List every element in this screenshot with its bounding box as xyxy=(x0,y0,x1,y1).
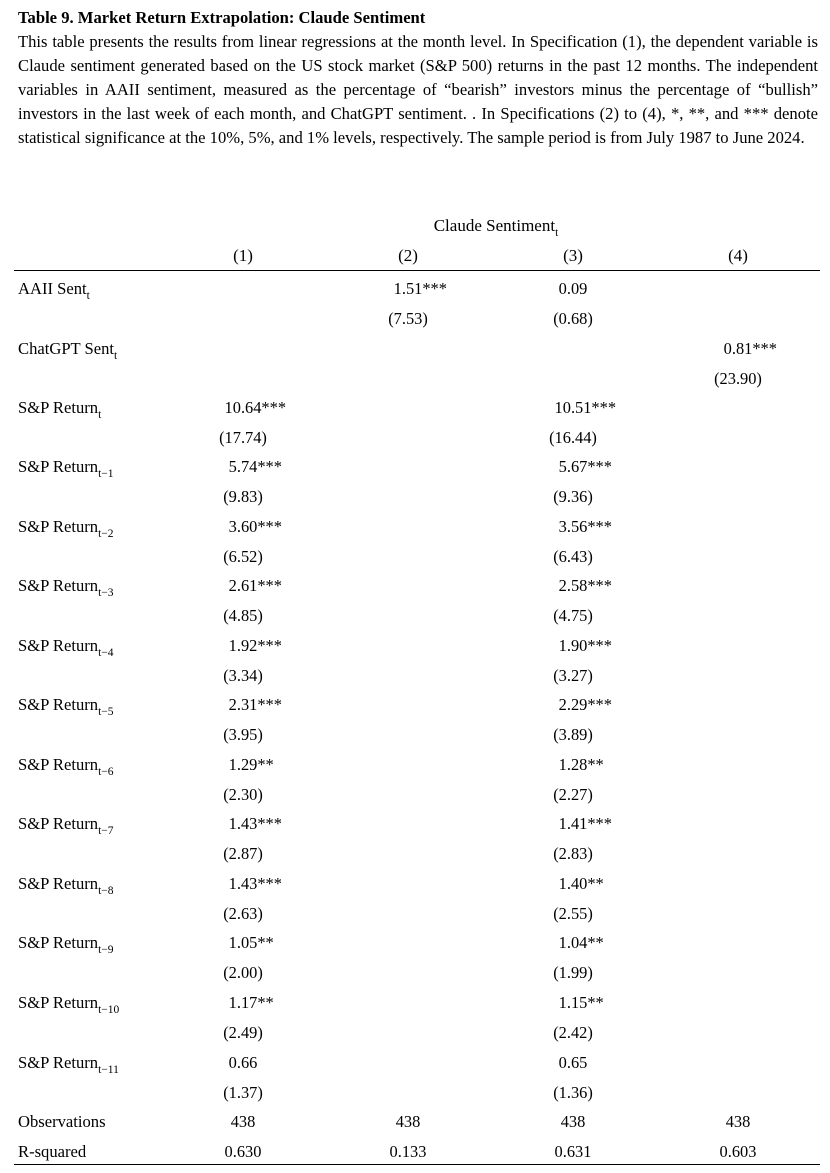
variable-label xyxy=(18,636,114,658)
variable-name: S&P Return xyxy=(18,874,99,893)
column-header: (1) xyxy=(233,246,253,265)
variable-subscript: t−10 xyxy=(98,1004,120,1016)
footer-value: 0.133 xyxy=(389,1142,427,1161)
dependent-variable-header xyxy=(433,216,559,239)
dependent-variable-subscript: t xyxy=(555,227,559,239)
variable-name: S&P Return xyxy=(18,457,99,476)
variable-label xyxy=(18,576,114,598)
variable-name: S&P Return xyxy=(18,755,99,774)
variable-subscript: t−11 xyxy=(98,1064,119,1076)
variable-subscript: t−4 xyxy=(98,647,114,659)
tstat-cell: (2.55) xyxy=(553,904,593,923)
tstat-cell: (0.68) xyxy=(553,309,593,328)
header-rule xyxy=(14,270,820,271)
tstat-cell: (7.53) xyxy=(388,309,428,328)
footer-value: 438 xyxy=(560,1112,586,1131)
coefficient-cell: 1.17** xyxy=(228,993,274,1012)
tstat-cell: (1.99) xyxy=(553,963,593,982)
coefficient-cell: 1.05** xyxy=(228,933,274,952)
coefficient-cell: 2.29*** xyxy=(558,695,612,714)
footer-value: 0.630 xyxy=(224,1142,262,1161)
variable-name: S&P Return xyxy=(18,398,99,417)
variable-name: S&P Return xyxy=(18,517,99,536)
variable-label xyxy=(18,755,114,777)
footer-value: 0.631 xyxy=(554,1142,592,1161)
variable-subscript: t xyxy=(114,350,118,362)
footer-label: Observations xyxy=(18,1112,106,1131)
variable-subscript: t−9 xyxy=(98,944,114,956)
tstat-cell: (23.90) xyxy=(714,369,762,388)
coefficient-cell: 1.51*** xyxy=(393,279,447,298)
variable-name: S&P Return xyxy=(18,814,99,833)
variable-label xyxy=(18,457,114,479)
coefficient-cell: 0.65 xyxy=(558,1053,588,1072)
tstat-cell: (3.95) xyxy=(223,725,263,744)
column-header: (2) xyxy=(398,246,418,265)
table-description: This table presents the results from linear regressions at the month level. In Specification (1), the dependent variable is Claude sentiment generated based on the US stock market (S&P 500) returns in the past 12 months. The independent variables in AAII sentiment, measured as the percentage of “bearish” investors minus the percentage of “bullish” investors in the last week of each month, and ChatGPT sentiment. . In Specifications (2) to (4), *, **, and *** denote statistical significance at the 10%, 5%, and 1% levels, respectively. The sample period is from July 1987 to June 2024. xyxy=(18,32,818,147)
variable-subscript: t−6 xyxy=(98,766,114,778)
coefficient-cell: 0.81*** xyxy=(723,339,777,358)
variable-label xyxy=(18,517,114,539)
variable-subscript: t−2 xyxy=(98,528,114,540)
variable-name: S&P Return xyxy=(18,1053,99,1072)
footer-value: 438 xyxy=(230,1112,256,1131)
coefficient-cell: 1.40** xyxy=(558,874,604,893)
tstat-cell: (2.27) xyxy=(553,785,593,804)
variable-subscript: t xyxy=(86,290,90,302)
tstat-cell: (2.63) xyxy=(223,904,263,923)
footer-value: 438 xyxy=(395,1112,421,1131)
bottom-rule xyxy=(14,1164,820,1165)
coefficient-cell: 5.67*** xyxy=(558,457,612,476)
tstat-cell: (2.00) xyxy=(223,963,263,982)
footer-label: R-squared xyxy=(18,1142,87,1161)
tstat-cell: (2.49) xyxy=(223,1023,263,1042)
variable-subscript: t xyxy=(98,409,102,421)
variable-name: S&P Return xyxy=(18,993,99,1012)
variable-label xyxy=(18,279,90,301)
tstat-cell: (3.27) xyxy=(553,666,593,685)
coefficient-cell: 3.56*** xyxy=(558,517,612,536)
coefficient-cell: 1.29** xyxy=(228,755,274,774)
tstat-cell: (1.36) xyxy=(553,1083,593,1102)
variable-subscript: t−7 xyxy=(98,825,114,837)
tstat-cell: (2.87) xyxy=(223,844,263,863)
dependent-variable-name: Claude Sentiment xyxy=(433,216,556,235)
tstat-cell: (2.42) xyxy=(553,1023,593,1042)
tstat-cell: (1.37) xyxy=(223,1083,263,1102)
table-title: Table 9. Market Return Extrapolation: Claude Sentiment xyxy=(18,8,426,27)
tstat-cell: (9.83) xyxy=(223,487,263,506)
coefficient-cell: 1.04** xyxy=(558,933,604,952)
variable-label xyxy=(18,1053,119,1075)
variable-subscript: t−5 xyxy=(98,706,114,718)
coefficient-cell: 2.31*** xyxy=(228,695,282,714)
table-caption xyxy=(18,6,818,150)
variable-label xyxy=(18,993,119,1015)
variable-label xyxy=(18,398,101,420)
coefficient-cell: 1.15** xyxy=(558,993,604,1012)
coefficient-cell: 1.92*** xyxy=(228,636,282,655)
variable-label xyxy=(18,933,114,955)
variable-label xyxy=(18,695,114,717)
variable-subscript: t−8 xyxy=(98,885,114,897)
tstat-cell: (2.83) xyxy=(553,844,593,863)
variable-name: S&P Return xyxy=(18,576,99,595)
coefficient-cell: 1.28** xyxy=(558,755,604,774)
variable-name: AAII Sent xyxy=(18,279,87,298)
variable-subscript: t−1 xyxy=(98,468,114,480)
variable-subscript: t−3 xyxy=(98,587,114,599)
coefficient-cell: 2.61*** xyxy=(228,576,282,595)
variable-name: S&P Return xyxy=(18,933,99,952)
tstat-cell: (4.85) xyxy=(223,606,263,625)
variable-name: S&P Return xyxy=(18,636,99,655)
coefficient-cell: 3.60*** xyxy=(228,517,282,536)
coefficient-cell: 1.43*** xyxy=(228,814,282,833)
coefficient-cell: 10.51*** xyxy=(554,398,617,417)
coefficient-cell: 10.64*** xyxy=(224,398,287,417)
tstat-cell: (6.52) xyxy=(223,547,263,566)
coefficient-cell: 1.41*** xyxy=(558,814,612,833)
variable-name: S&P Return xyxy=(18,695,99,714)
column-header: (4) xyxy=(728,246,748,265)
coefficient-cell: 2.58*** xyxy=(558,576,612,595)
coefficient-cell: 5.74*** xyxy=(228,457,282,476)
variable-label xyxy=(18,339,117,361)
tstat-cell: (4.75) xyxy=(553,606,593,625)
footer-value: 438 xyxy=(725,1112,751,1131)
coefficient-cell: 0.09 xyxy=(558,279,588,298)
tstat-cell: (6.43) xyxy=(553,547,593,566)
variable-label xyxy=(18,814,114,836)
tstat-cell: (3.89) xyxy=(553,725,593,744)
tstat-cell: (2.30) xyxy=(223,785,263,804)
footer-value: 0.603 xyxy=(719,1142,757,1161)
coefficient-cell: 0.66 xyxy=(228,1053,258,1072)
variable-label xyxy=(18,874,114,896)
tstat-cell: (17.74) xyxy=(219,428,267,447)
tstat-cell: (16.44) xyxy=(549,428,597,447)
coefficient-cell: 1.43*** xyxy=(228,874,282,893)
tstat-cell: (9.36) xyxy=(553,487,593,506)
column-header: (3) xyxy=(563,246,583,265)
coefficient-cell: 1.90*** xyxy=(558,636,612,655)
variable-name: ChatGPT Sent xyxy=(18,339,115,358)
tstat-cell: (3.34) xyxy=(223,666,263,685)
